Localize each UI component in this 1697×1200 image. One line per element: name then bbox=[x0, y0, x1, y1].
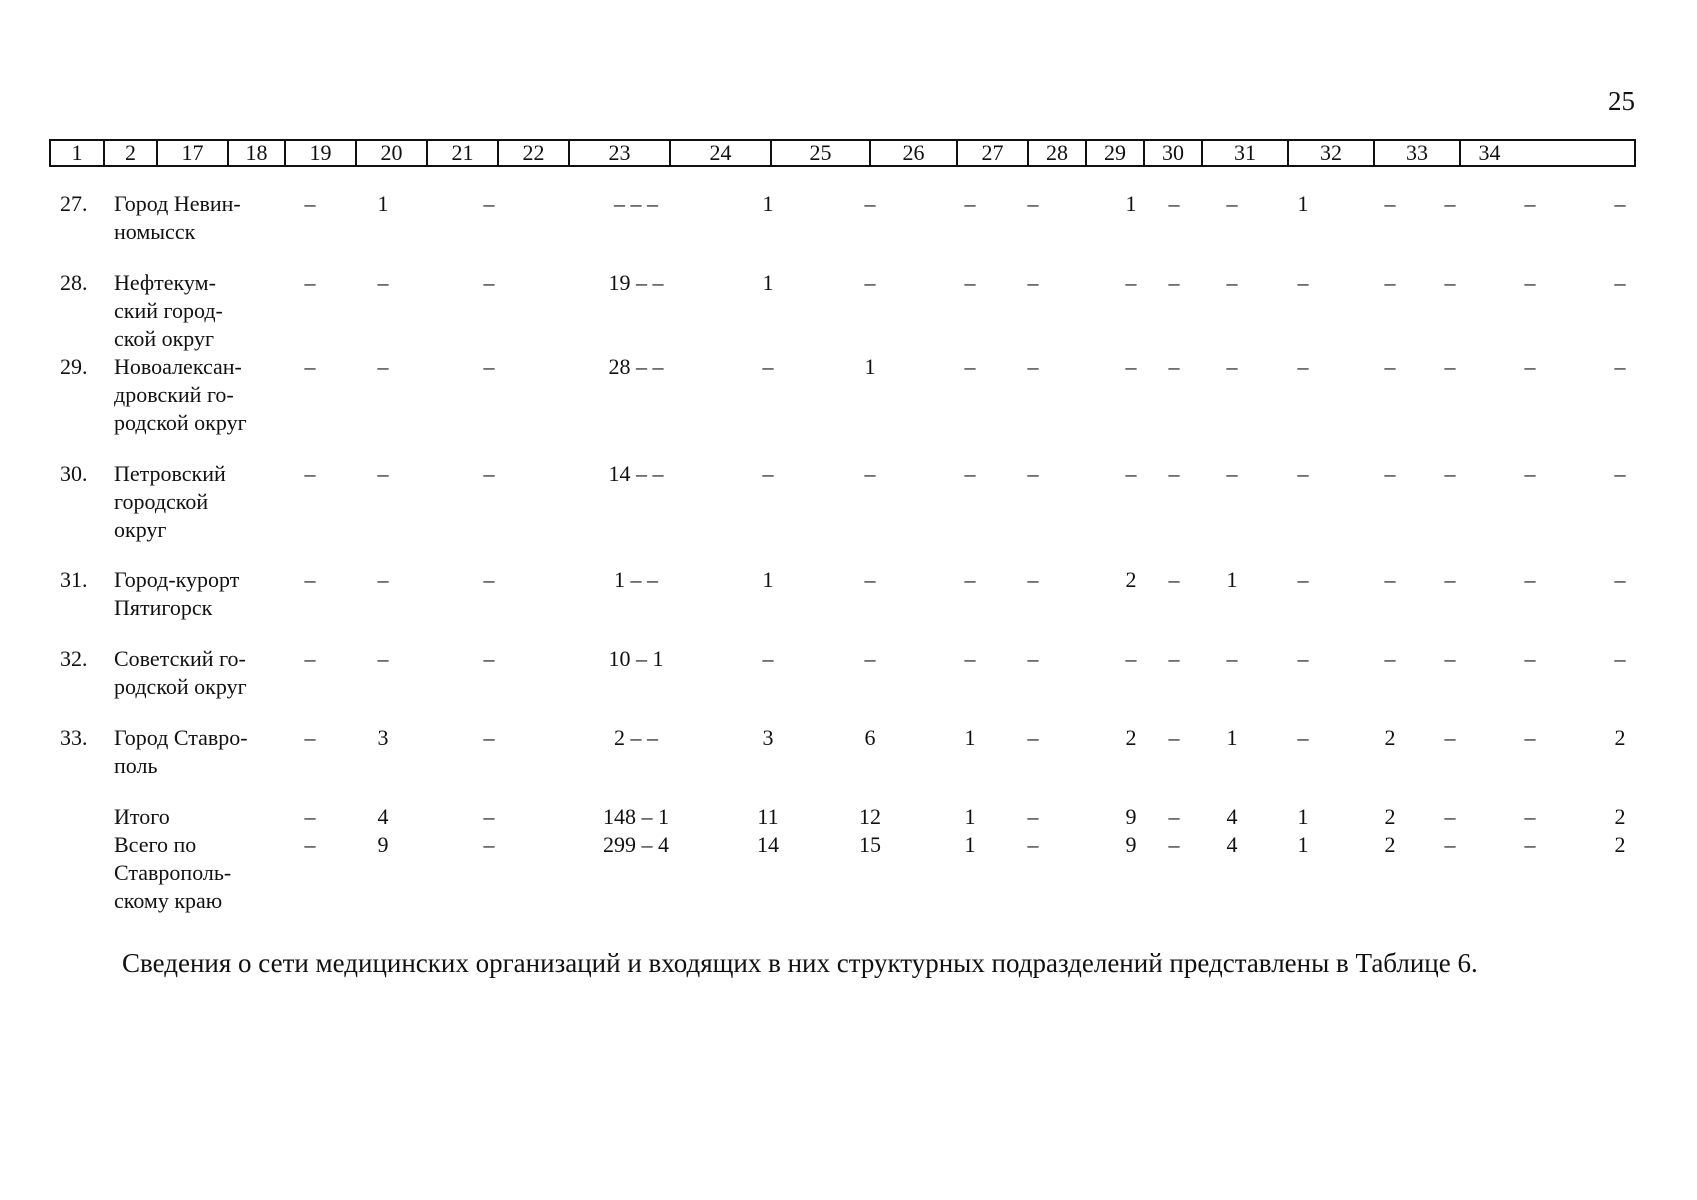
cell-col-26: – bbox=[1027, 461, 1039, 486]
cell-col-26: – bbox=[1027, 646, 1039, 671]
cell-col-17: – bbox=[304, 191, 316, 216]
cell-col-33: – bbox=[1524, 191, 1536, 216]
cell-col-33: – bbox=[1524, 270, 1536, 295]
header-cell-18: 18 bbox=[229, 141, 286, 165]
cell-col-32: – bbox=[1444, 646, 1456, 671]
cell-col-27: – bbox=[1125, 354, 1137, 379]
cell-col-22: 19 – – bbox=[608, 270, 664, 295]
cell-col-32: – bbox=[1444, 832, 1456, 857]
cell-col-25: 1 bbox=[964, 725, 976, 750]
row-label: Новоалексан- дровский го- родской округ bbox=[114, 354, 247, 435]
cell-col-26: – bbox=[1027, 567, 1039, 592]
cell-col-26: – bbox=[1027, 804, 1039, 829]
cell-col-34: – bbox=[1614, 461, 1626, 486]
page-number: 25 bbox=[1608, 86, 1635, 116]
cell-col-32: – bbox=[1444, 461, 1456, 486]
cell-col-32: – bbox=[1444, 270, 1456, 295]
cell-col-26: – bbox=[1027, 270, 1039, 295]
cell-col-17: – bbox=[304, 725, 316, 750]
cell-col-24: – bbox=[864, 567, 876, 592]
cell-col-32: – bbox=[1444, 567, 1456, 592]
cell-col-34: – bbox=[1614, 354, 1626, 379]
cell-col-31: – bbox=[1384, 646, 1396, 671]
cell-col-17: – bbox=[304, 461, 316, 486]
row-number: 31. bbox=[60, 567, 88, 592]
cell-col-34: 2 bbox=[1614, 832, 1626, 857]
cell-col-20: – bbox=[483, 725, 495, 750]
cell-col-33: – bbox=[1524, 646, 1536, 671]
cell-col-17: – bbox=[304, 567, 316, 592]
cell-col-23: – bbox=[762, 354, 774, 379]
header-cell-27: 27 bbox=[958, 141, 1029, 165]
cell-col-31: 2 bbox=[1384, 832, 1396, 857]
cell-col-17: – bbox=[304, 832, 316, 857]
row-label: Всего по Ставрополь- скому краю bbox=[114, 832, 232, 913]
cell-col-30: 1 bbox=[1297, 191, 1309, 216]
row-label: Петровский городской округ bbox=[114, 461, 226, 542]
cell-col-25: 1 bbox=[964, 832, 976, 857]
cell-col-27: – bbox=[1125, 270, 1137, 295]
cell-col-20: – bbox=[483, 567, 495, 592]
cell-col-27: – bbox=[1125, 646, 1137, 671]
cell-col-33: – bbox=[1524, 567, 1536, 592]
cell-col-28: – bbox=[1168, 354, 1180, 379]
cell-col-20: – bbox=[483, 832, 495, 857]
cell-col-25: – bbox=[964, 354, 976, 379]
cell-col-32: – bbox=[1444, 191, 1456, 216]
cell-col-28: – bbox=[1168, 725, 1180, 750]
cell-col-20: – bbox=[483, 804, 495, 829]
cell-col-23: 1 bbox=[762, 567, 774, 592]
row-number: 27. bbox=[60, 191, 88, 216]
header-cell-1: 1 bbox=[51, 141, 105, 165]
footnote: Сведения о сети медицинских организаций и входящих в них структурных подразделений представлены в Таблице 6. bbox=[122, 948, 1478, 978]
cell-col-30: – bbox=[1297, 646, 1309, 671]
cell-col-20: – bbox=[483, 270, 495, 295]
header-cell-30: 30 bbox=[1145, 141, 1203, 165]
cell-col-29: 4 bbox=[1226, 804, 1238, 829]
cell-col-30: – bbox=[1297, 567, 1309, 592]
cell-col-32: – bbox=[1444, 354, 1456, 379]
cell-col-30: – bbox=[1297, 354, 1309, 379]
cell-col-24: – bbox=[864, 270, 876, 295]
cell-col-18: 4 bbox=[377, 804, 389, 829]
row-label: Город Невин- номысск bbox=[114, 191, 241, 244]
header-cell-32: 32 bbox=[1289, 141, 1375, 165]
cell-col-24: 12 bbox=[859, 804, 881, 829]
cell-col-24: – bbox=[864, 646, 876, 671]
cell-col-25: – bbox=[964, 461, 976, 486]
cell-col-22: 1 – – bbox=[614, 567, 658, 592]
header-cell-2: 2 bbox=[105, 141, 158, 165]
cell-col-23: 1 bbox=[762, 270, 774, 295]
cell-col-31: – bbox=[1384, 567, 1396, 592]
cell-col-28: – bbox=[1168, 191, 1180, 216]
cell-col-25: – bbox=[964, 191, 976, 216]
cell-col-28: – bbox=[1168, 832, 1180, 857]
cell-col-17: – bbox=[304, 646, 316, 671]
cell-col-30: – bbox=[1297, 461, 1309, 486]
cell-col-17: – bbox=[304, 354, 316, 379]
cell-col-29: – bbox=[1226, 270, 1238, 295]
cell-col-28: – bbox=[1168, 804, 1180, 829]
cell-col-31: 2 bbox=[1384, 804, 1396, 829]
cell-col-26: – bbox=[1027, 354, 1039, 379]
cell-col-32: – bbox=[1444, 804, 1456, 829]
cell-col-27: 2 bbox=[1125, 725, 1137, 750]
header-cell-33: 33 bbox=[1375, 141, 1461, 165]
cell-col-28: – bbox=[1168, 646, 1180, 671]
cell-col-25: 1 bbox=[964, 804, 976, 829]
cell-col-33: – bbox=[1524, 354, 1536, 379]
header-cell-31: 31 bbox=[1203, 141, 1289, 165]
header-cell-20: 20 bbox=[357, 141, 428, 165]
row-number: 32. bbox=[60, 646, 88, 671]
cell-col-23: 14 bbox=[757, 832, 779, 857]
cell-col-22: 2 – – bbox=[614, 725, 658, 750]
cell-col-22: 14 – – bbox=[608, 461, 664, 486]
cell-col-22: 10 – 1 bbox=[608, 646, 664, 671]
cell-col-34: – bbox=[1614, 270, 1626, 295]
header-cell-21: 21 bbox=[428, 141, 499, 165]
cell-col-22: 28 – – bbox=[608, 354, 664, 379]
cell-col-29: – bbox=[1226, 191, 1238, 216]
cell-col-22: – – – bbox=[614, 191, 658, 216]
cell-col-18: – bbox=[377, 567, 389, 592]
cell-col-26: – bbox=[1027, 832, 1039, 857]
header-cell-28: 28 bbox=[1029, 141, 1087, 165]
cell-col-27: 9 bbox=[1125, 804, 1137, 829]
cell-col-34: – bbox=[1614, 191, 1626, 216]
row-number: 33. bbox=[60, 725, 88, 750]
cell-col-23: 11 bbox=[757, 804, 779, 829]
cell-col-17: – bbox=[304, 270, 316, 295]
cell-col-18: – bbox=[377, 354, 389, 379]
cell-col-24: 15 bbox=[859, 832, 881, 857]
cell-col-20: – bbox=[483, 191, 495, 216]
cell-col-32: – bbox=[1444, 725, 1456, 750]
header-cell-19: 19 bbox=[286, 141, 357, 165]
cell-col-29: 1 bbox=[1226, 725, 1238, 750]
cell-col-23: – bbox=[762, 461, 774, 486]
cell-col-28: – bbox=[1168, 270, 1180, 295]
cell-col-34: – bbox=[1614, 646, 1626, 671]
cell-col-17: – bbox=[304, 804, 316, 829]
cell-col-25: – bbox=[964, 270, 976, 295]
cell-col-27: 2 bbox=[1125, 567, 1137, 592]
cell-col-29: – bbox=[1226, 646, 1238, 671]
cell-col-29: – bbox=[1226, 354, 1238, 379]
header-cell-29: 29 bbox=[1087, 141, 1145, 165]
cell-col-31: – bbox=[1384, 461, 1396, 486]
cell-col-18: 1 bbox=[377, 191, 389, 216]
cell-col-20: – bbox=[483, 646, 495, 671]
cell-col-31: – bbox=[1384, 354, 1396, 379]
cell-col-18: – bbox=[377, 270, 389, 295]
cell-col-34: – bbox=[1614, 567, 1626, 592]
cell-col-33: – bbox=[1524, 832, 1536, 857]
row-label: Итого bbox=[114, 804, 170, 829]
cell-col-22: 299 – 4 bbox=[603, 832, 669, 857]
cell-col-30: – bbox=[1297, 270, 1309, 295]
cell-col-23: 3 bbox=[762, 725, 774, 750]
cell-col-33: – bbox=[1524, 804, 1536, 829]
row-label: Город-курорт Пятигорск bbox=[114, 567, 240, 620]
cell-col-28: – bbox=[1168, 567, 1180, 592]
cell-col-26: – bbox=[1027, 725, 1039, 750]
cell-col-24: 6 bbox=[864, 725, 876, 750]
cell-col-27: – bbox=[1125, 461, 1137, 486]
cell-col-34: 2 bbox=[1614, 725, 1626, 750]
cell-col-23: 1 bbox=[762, 191, 774, 216]
cell-col-18: 3 bbox=[377, 725, 389, 750]
header-cell-23: 23 bbox=[570, 141, 671, 165]
cell-col-31: – bbox=[1384, 191, 1396, 216]
row-number: 30. bbox=[60, 461, 88, 486]
cell-col-18: – bbox=[377, 646, 389, 671]
cell-col-24: – bbox=[864, 461, 876, 486]
cell-col-18: 9 bbox=[377, 832, 389, 857]
cell-col-29: 4 bbox=[1226, 832, 1238, 857]
row-label: Город Ставро- поль bbox=[114, 725, 248, 778]
cell-col-20: – bbox=[483, 461, 495, 486]
cell-col-28: – bbox=[1168, 461, 1180, 486]
row-number: 28. bbox=[60, 270, 88, 295]
table-header bbox=[49, 139, 1636, 167]
cell-col-25: – bbox=[964, 646, 976, 671]
cell-col-31: 2 bbox=[1384, 725, 1396, 750]
header-cell-25: 25 bbox=[772, 141, 871, 165]
header-cell-24: 24 bbox=[671, 141, 772, 165]
cell-col-29: – bbox=[1226, 461, 1238, 486]
cell-col-25: – bbox=[964, 567, 976, 592]
cell-col-24: 1 bbox=[864, 354, 876, 379]
header-cell-26: 26 bbox=[871, 141, 958, 165]
row-label: Нефтекум- ский город- ской округ bbox=[114, 270, 223, 351]
row-label: Советский го- родской округ bbox=[114, 646, 247, 699]
cell-col-26: – bbox=[1027, 191, 1039, 216]
header-cell-34: 34 bbox=[1478, 140, 1501, 165]
cell-col-20: – bbox=[483, 354, 495, 379]
cell-col-34: 2 bbox=[1614, 804, 1626, 829]
cell-col-22: 148 – 1 bbox=[603, 804, 669, 829]
cell-col-27: 1 bbox=[1125, 191, 1137, 216]
cell-col-18: – bbox=[377, 461, 389, 486]
cell-col-24: – bbox=[864, 191, 876, 216]
header-cell-22: 22 bbox=[499, 141, 570, 165]
cell-col-23: – bbox=[762, 646, 774, 671]
cell-col-30: 1 bbox=[1297, 804, 1309, 829]
cell-col-33: – bbox=[1524, 725, 1536, 750]
cell-col-27: 9 bbox=[1125, 832, 1137, 857]
header-cell-17: 17 bbox=[158, 141, 229, 165]
cell-col-30: – bbox=[1297, 725, 1309, 750]
cell-col-33: – bbox=[1524, 461, 1536, 486]
cell-col-29: 1 bbox=[1226, 567, 1238, 592]
row-number: 29. bbox=[60, 354, 88, 379]
cell-col-30: 1 bbox=[1297, 832, 1309, 857]
cell-col-31: – bbox=[1384, 270, 1396, 295]
